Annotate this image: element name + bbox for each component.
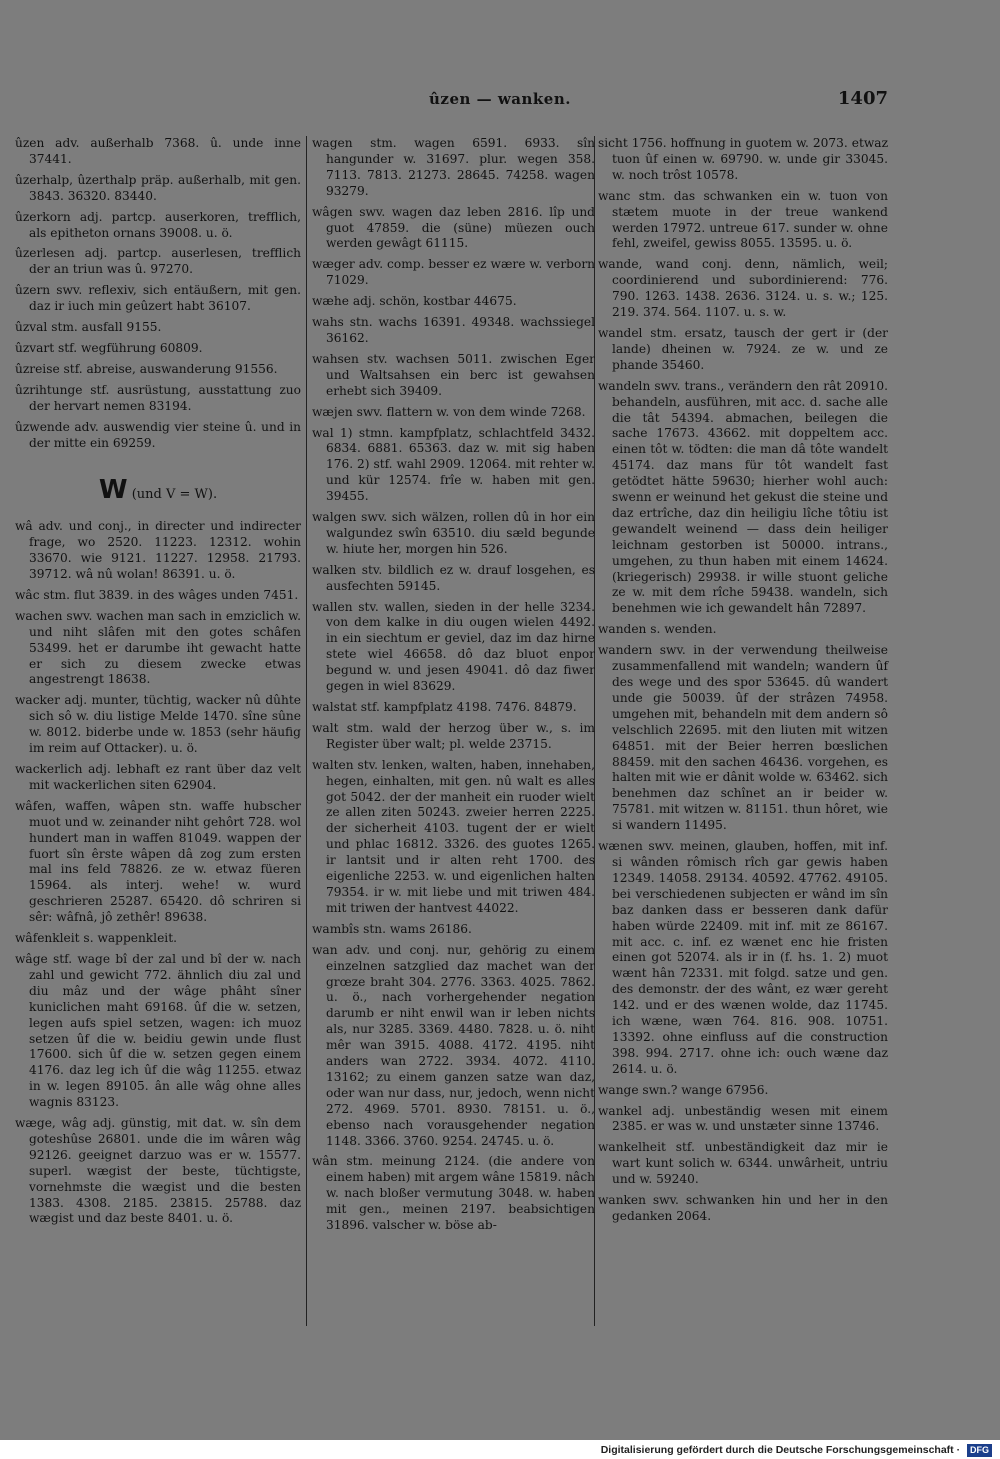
dictionary-entry: ûzrihtunge stf. ausrüstung, ausstattung zuo der hervart nemen 83194. xyxy=(15,382,301,413)
dictionary-entry: wandern swv. in der verwendung theilweise zusammenfallend mit wandeln; wandern ûf des wege und des spor 53645. dû wandert unde gie 50039. ûf der strâzen 74958. umgehen mit, behandeln mit dem andern sô velschlich 22695. mit den liuten mit witzen 64851. mit der Beier herren bœslichen 88459. mit den sachen 46436. vorgehen, es halten mit wie er dânit wolde w. 63462. sich benehmen daz schînet an ir beider w. 75781. mit witzen w. 81151. thun hôret, wie si wandern 11495. xyxy=(598,643,888,833)
dictionary-entry: ûzerlesen adj. partcp. auserlesen, trefflich der an triun was û. 97270. xyxy=(15,246,301,277)
dictionary-entry: wâgen swv. wagen daz leben 2816. lîp und guot 47859. die (süne) müezen ouch werden gewâgt 61115. xyxy=(312,204,595,251)
dictionary-entry: wænen swv. meinen, glauben, hoffen, mit inf. si wânden rômisch rîch gar gewis haben 12349. 14058. 29134. 40592. 47762. 49105. bei verschiedenen subjecten er wând im sîn baz danken dass er besseren dank dafür haben würde 22409. mit inf. mit ze 86167. mit acc. c. inf. ez wænet enc hie fristen einen got 52074. als ir in (f. hs. 1. 2) muot wænt hân 72331. mit folgd. satze und gen. des demonstr. der des wânt, ez wær gereht 142. und er des wænen wolde, daz 11745. ich wæne, wæn 764. 816. 908. 10751. 13392. ohne einfluss auf die construction 398. 994. 2717. ohne ich: ouch wæne daz 2614. u. ö. xyxy=(598,839,888,1076)
dictionary-entry: ûzerhalp, ûzerthalp präp. außerhalb, mit gen. 3843. 36320. 83440. xyxy=(15,172,301,203)
dictionary-entry: ûzern swv. reflexiv, sich entäußern, mit gen. daz ir iuch min geûzert habt 36107. xyxy=(15,283,301,314)
dictionary-entry: wackerlich adj. lebhaft ez rant über daz velt mit wackerlichen siten 62904. xyxy=(15,762,301,792)
footer-text: Digitalisierung gefördert durch die Deutsche Forschungsgemeinschaft · xyxy=(600,1444,961,1456)
dictionary-entry: wacker adj. munter, tüchtig, wacker nû dûhte sich sô w. diu listige Melde 1470. sîne sûne w. 8012. biderbe unde w. 1853 (sehr häufig im reim auf Ottacker). u. ö. xyxy=(15,693,301,756)
dictionary-entry: wal 1) stmn. kampfplatz, schlachtfeld 3432. 6834. 6881. 65363. daz w. mit sig haben 176. 2) stf. wahl 2909. 12064. mit rehter w. und kür 12574. frîe w. haben mit gen. 39455. xyxy=(312,425,595,504)
dictionary-entry: ûzval stm. ausfall 9155. xyxy=(15,320,162,335)
dictionary-entry: wanden s. wenden. xyxy=(598,622,717,637)
running-header: ûzen — wanken. xyxy=(429,90,571,108)
dictionary-entry: wahs stn. wachs 16391. 49348. wachssiegel 36162. xyxy=(312,315,595,345)
dictionary-entry: wanken swv. schwanken hin und her in den gedanken 2064. xyxy=(598,1193,888,1223)
dictionary-entry: wanc stm. das schwanken ein w. tuon von stætem muote in der treue wankend werden 17972. untreue 617. sunder w. ohne fehl, zweifel, gewiss 8055. 13595. u. ö. xyxy=(598,188,888,251)
dictionary-entry: wandeln swv. trans., verändern den rât 20910. behandeln, ausführen, mit acc. d. sache alle die tât 54394. abmachen, beilegen die sache 17673. 43662. mit doppeltem acc. einen tôt w. tödten: die man dâ tôte wandelt 45174. daz mans für tôt wandelt fast getödtet hätte 59630; hierher wohl auch: swenn er weinund het gekust die steine und daz ertrîche, daz din heiligiu lîche tôtiu ist gewandelt weinend — dass dein heiliger leichnam gestorben ist 50000. intrans., umgehen, zu thun haben mit einem 14624. (kriegerisch) 29938. ir wille stuont geliche ze w. mit dem rîche 59438. wandeln, sich benehmen wie ich gewandelt hân 72897. xyxy=(598,378,888,616)
dictionary-entry: walgen swv. sich wälzen, rollen dû in hor ein walgundez swîn 63510. diu sæld begunde w. hiute her, morgen hin 526. xyxy=(312,510,595,556)
dictionary-entry: wâfen, waffen, wâpen stn. waffe hubscher muot und w. zeinander niht gehôrt 728. wol hundert man in waffen 81049. wappen der fuort sîn êrste wâpen dâ zog zum ersten mal ins feld 78826. ze w. etwaz füeren 15964. als interj. wehe! w. wurd geschrieren 25287. 65420. dô schriren si sêr: wâfnâ, jô zethêr! 89638. xyxy=(15,798,301,925)
dictionary-entry: wan adv. und conj. nur, gehörig zu einem einzelnen satzglied daz machet wan der grœze braht 304. 2776. 3363. 4025. 7862. u. ö., nach vorhergehender negation darumb er niht enwil wan ir leben nichts als, nur 3285. 3369. 4480. 7828. u. ö. niht mêr wan 3915. 4088. 4172. 4195. niht anders wan 2722. 3934. 4072. 4110. 13162; zu einem ganzen satze wan daz, oder wan nur dass, nur, jedoch, wenn nicht 272. 4969. 5701. 8930. 78151. u. ö., ebenso nach vorausgehender negation 1148. 3366. 3760. 9254. 24745. u. ö. xyxy=(312,942,595,1148)
section-heading xyxy=(15,475,301,506)
dictionary-entry: walten stv. lenken, walten, haben, innehaben, hegen, einhalten, mit gen. nû walt es alles got 5042. der der manheit ein ruoder wielt ze allen ziten 50243. zweier herren 2225. der sicherheit 4103. tugent der er wielt und phlac 16812. 3326. des guotes 1265. ir lantsit und ir alten reht 1700. des eigenliche 2253. w. und eigenlichen halten 79354. ir w. mit liebe und mit triwen 484. mit triwen der hantvest 44022. xyxy=(312,757,595,915)
dfg-logo: DFG xyxy=(967,1444,992,1457)
dictionary-entry: walken stv. bildlich ez w. drauf losgehen, es ausfechten 59145. xyxy=(312,562,595,593)
dictionary-entry: wandel stm. ersatz, tausch der gert ir (der lande) dheinen w. 7924. ze w. und ze phande 35460. xyxy=(598,325,888,372)
dictionary-entry: ûzreise stf. abreise, auswanderung 91556. xyxy=(15,361,278,376)
dictionary-entry: wâ adv. und conj., in directer und indirecter frage, wo 2520. 11223. 12312. wohin 33670. wie 9121. 11227. 12958. 21793. 39712. wâ nû wolan! 86391. u. ö. xyxy=(15,519,301,582)
dictionary-entry: wankel adj. unbeständig wesen mit einem 2385. er was w. und unstæter sinne 13746. xyxy=(598,1103,888,1134)
dictionary-entry: wange swn.? wange 67956. xyxy=(598,1082,769,1097)
dictionary-entry: ûzwende adv. auswendig vier steine û. und in der mitte ein 69259. xyxy=(15,419,301,450)
column-left xyxy=(15,136,301,1232)
dictionary-entry: wahsen stv. wachsen 5011. zwischen Eger und Waltsahsen ein berc ist gewahsen erhebt sich 39409. xyxy=(312,351,595,398)
column-middle xyxy=(312,136,595,1239)
dictionary-entry: wâfenkleit s. wappenkleit. xyxy=(15,931,177,946)
dictionary-entry: sicht 1756. hoffnung in guotem w. 2073. etwaz tuon ûf einen w. 69790. w. unde gir 33045. w. noch trôst 10578. xyxy=(598,136,888,182)
dictionary-entry: wæger adv. comp. besser ez wære w. verborn 71029. xyxy=(312,257,595,288)
dictionary-entry: wâge stf. wage bî der zal und bî der w. nach zahl und gewicht 772. ähnlich diu zal und diu mâz und der wâge phâht sîner kuniclichen maht 69168. ûf die w. setzen, legen aufs spiel setzen, wagen: ich muoz setzen ûf die w. beidiu gewin unde flust 17600. sich ûf die w. setzen gegen einem 4176. daz leg ich ûf die wâg 11255. etwaz in w. legen 89105. ân alle wâg ohne alles wagnis 83123. xyxy=(15,951,301,1110)
dictionary-entry: wân stm. meinung 2124. (die andere von einem haben) mit argem wâne 15819. nâch w. nach bloßer vermutung 3048. w. haben mit gen., meinen 2197. beabsichtigen 31896. valscher w. böse ab- xyxy=(312,1154,595,1233)
page-number: 1407 xyxy=(837,88,888,109)
dictionary-entry: wallen stv. wallen, sieden in der helle 3234. von dem kalke in diu ougen wielen 4492. in ein siechtum er geviel, daz im daz hirne stete wiel 46658. dô daz bluot enpor begund w. und jesen 49041. dô daz fiwer gegen in wiel 83629. xyxy=(312,599,595,694)
dictionary-entry: wande, wand conj. denn, nämlich, weil; coordinierend und subordinierend: 776. 790. 1263. 1438. 2636. 3124. u. s. w.; 125. 219. 374. 564. 1107. u. s. w. xyxy=(598,257,888,320)
dictionary-entry: wæjen swv. flattern w. von dem winde 7268. xyxy=(312,404,586,419)
dictionary-entry: wachen swv. wachen man sach in emziclich w. und niht slâfen mit den gotes schâfen 53499. het er darumbe iht gewacht hatte er sich zu diesem zwecke etwas angestrengt 18638. xyxy=(15,608,301,687)
dictionary-entry: wæhe adj. schön, kostbar 44675. xyxy=(312,294,517,309)
dictionary-entry: wambîs stn. wams 26186. xyxy=(312,921,472,936)
dictionary-entry: wagen stm. wagen 6591. 6933. sîn hangunder w. 31697. plur. wegen 358. 7113. 7813. 21273. 28645. 74258. wagen 93279. xyxy=(312,136,595,198)
dictionary-entry: ûzerkorn adj. partcp. auserkoren, trefflich, als epitheton ornans 39008. u. ö. xyxy=(15,209,301,240)
dictionary-entry: wâc stm. flut 3839. in des wâges unden 7451. xyxy=(15,587,299,602)
dictionary-entry: walt stm. wald der herzog über w., s. im Register über walt; pl. welde 23715. xyxy=(312,720,595,751)
section-note: (und V = W). xyxy=(131,487,218,503)
dictionary-entry: ûzen adv. außerhalb 7368. û. unde inne 37441. xyxy=(15,136,301,166)
footer xyxy=(601,1441,992,1459)
section-letter: W xyxy=(98,475,128,506)
column-rule xyxy=(306,136,307,1326)
dictionary-entry: wæge, wâg adj. günstig, mit dat. w. sîn dem goteshûse 26801. unde die im wâren wâg 92126. geeignet darzuo was er w. 15577. superl. wægist der beste, tüchtigste, vornehmste die wægist und die besten 1383. 4308. 2185. 23815. 25788. daz wægist und daz beste 8401. u. ö. xyxy=(15,1116,301,1226)
dictionary-entry: wankelheit stf. unbeständigkeit daz mir ie wart kunt solich w. 6344. unwârheit, untriu und w. 59240. xyxy=(598,1140,888,1187)
dictionary-entry: ûzvart stf. wegführung 60809. xyxy=(15,340,203,355)
column-right xyxy=(598,136,888,1230)
dictionary-entry: walstat stf. kampfplatz 4198. 7476. 84879. xyxy=(312,700,577,714)
